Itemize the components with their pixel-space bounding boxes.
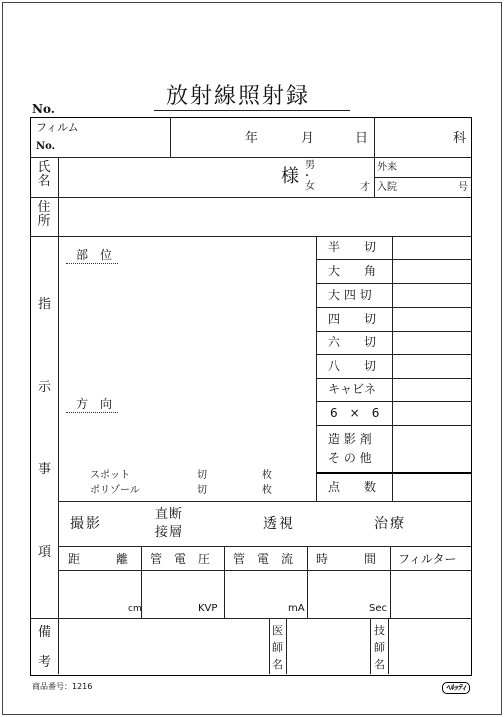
doctor-label-1: 医 xyxy=(272,624,283,637)
remarks-label-2: 考 xyxy=(38,655,52,670)
inpatient-label: 入院 xyxy=(377,182,397,193)
honorific-sama: 様 xyxy=(281,166,299,187)
table-rule xyxy=(374,117,375,157)
gender-male: 男 xyxy=(305,160,315,171)
title-underline xyxy=(154,110,350,111)
size-cabinet: キャビネ xyxy=(328,382,377,396)
tube-current-label: 管 電 流 xyxy=(233,552,294,566)
instruction-label-3: 事 xyxy=(38,462,52,477)
tube-voltage-label: 管 電 圧 xyxy=(150,552,211,566)
size-quarter: 四 切 xyxy=(328,312,377,326)
points-label: 点 数 xyxy=(328,480,377,494)
size-half: 半 切 xyxy=(328,240,377,254)
table-rule xyxy=(30,236,472,237)
table-rule xyxy=(316,236,317,501)
table-rule xyxy=(58,157,59,237)
department-label: 科 xyxy=(453,131,467,146)
polysol-label: ポリゾール xyxy=(90,485,140,496)
direct-label: 直断 xyxy=(155,507,184,522)
size-large-quarter: 大 四 切 xyxy=(328,288,372,302)
technician-label-3: 名 xyxy=(374,658,385,671)
filter-label: フィルター xyxy=(398,552,457,566)
table-rule xyxy=(392,236,393,501)
table-rule xyxy=(316,472,472,474)
film-no-label: No. xyxy=(36,141,56,152)
table-rule xyxy=(316,378,472,379)
table-rule xyxy=(269,618,270,674)
instruction-label-2: 示 xyxy=(38,380,52,395)
time-label: 時 間 xyxy=(316,552,377,566)
table-rule xyxy=(58,501,472,502)
technician-label-1: 技 xyxy=(374,624,385,637)
gender-separator: ・ xyxy=(302,171,312,182)
contrast-agent-label: 造 影 剤 xyxy=(328,432,372,446)
name-label: 氏名 xyxy=(37,160,51,189)
year-label: 年 xyxy=(245,131,259,146)
spot-label: スポット xyxy=(90,470,130,481)
table-rule xyxy=(388,618,389,674)
table-rule xyxy=(316,425,472,426)
table-rule xyxy=(316,401,472,402)
doctor-label-3: 名 xyxy=(272,658,283,671)
table-rule xyxy=(390,546,391,618)
instruction-label-4: 項 xyxy=(38,545,52,560)
instruction-label-1: 指 xyxy=(38,297,52,312)
unit-sec: Sec xyxy=(369,603,387,614)
doctor-label-2: 師 xyxy=(272,641,283,654)
remarks-label-1: 備 xyxy=(38,625,52,640)
table-rule xyxy=(316,331,472,332)
outpatient-label: 外来 xyxy=(377,162,397,173)
table-rule xyxy=(224,546,225,618)
table-rule xyxy=(370,618,371,674)
fluoroscopy-label: 透視 xyxy=(263,516,295,532)
product-number: 商品番号：1216 xyxy=(32,682,93,691)
day-label: 日 xyxy=(355,131,369,146)
table-rule xyxy=(316,283,472,284)
indirect-label: 接層 xyxy=(155,525,184,540)
polysol-sheets-label: 枚 xyxy=(262,485,272,496)
table-rule xyxy=(58,570,472,571)
distance-label: 距 離 xyxy=(68,552,129,566)
direction-label: 方 向 xyxy=(66,398,118,413)
unit-cm: cm xyxy=(128,604,142,614)
unit-kvp: KVP xyxy=(198,603,218,614)
age-unit: 才 xyxy=(360,182,370,193)
spot-cut-label: 切 xyxy=(197,470,207,481)
form-title: 放射線照射録 xyxy=(166,84,311,109)
table-rule xyxy=(30,618,472,619)
treatment-label: 治療 xyxy=(374,516,406,532)
gender-female: 女 xyxy=(305,181,315,192)
table-rule xyxy=(286,618,287,674)
technician-label-2: 師 xyxy=(374,641,385,654)
table-rule xyxy=(58,236,59,674)
size-6x6: 6 × 6 xyxy=(330,406,380,420)
ward-no-label: 号 xyxy=(458,182,468,193)
size-eighth: 八 切 xyxy=(328,359,377,373)
film-label: フィルム xyxy=(36,121,79,134)
table-rule xyxy=(316,354,472,355)
size-sixth: 六 切 xyxy=(328,335,377,349)
table-rule xyxy=(58,546,472,547)
table-rule xyxy=(307,546,308,618)
size-large-square: 大 角 xyxy=(328,264,377,278)
body-part-label: 部 位 xyxy=(66,249,118,264)
polysol-cut-label: 切 xyxy=(197,485,207,496)
table-rule xyxy=(30,197,472,198)
other-label: そ の 他 xyxy=(328,451,372,465)
table-rule xyxy=(170,117,171,157)
table-rule xyxy=(374,177,472,178)
photography-label: 撮影 xyxy=(70,516,102,532)
record-no-label: No. xyxy=(32,102,55,116)
table-rule xyxy=(316,307,472,308)
spot-sheets-label: 枚 xyxy=(262,470,272,481)
address-label: 住所 xyxy=(37,200,51,229)
unit-ma: mA xyxy=(288,603,305,614)
table-rule xyxy=(30,157,472,158)
month-label: 月 xyxy=(301,131,315,146)
table-rule xyxy=(316,259,472,260)
brand-logo: ﾍﾙｯﾃｨ xyxy=(442,682,470,694)
